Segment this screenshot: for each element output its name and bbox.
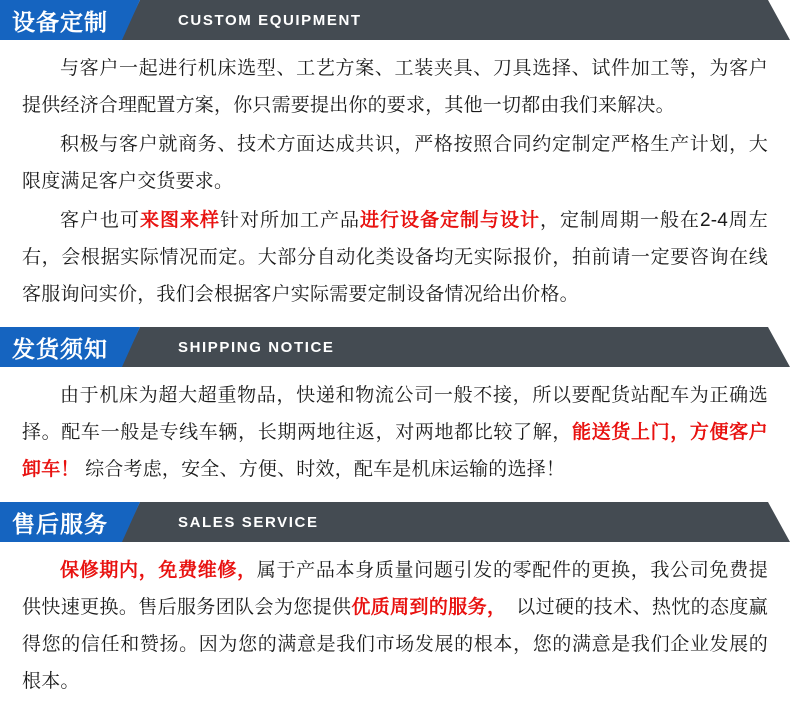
text-run: 综合考虑，安全、方便、时效，配车是机床运输的选择！ — [79, 459, 566, 480]
section-body-sales-service — [0, 542, 790, 706]
section-title-cn-sales-service: 售后服务 — [0, 502, 122, 542]
paragraph — [22, 202, 768, 313]
paragraph — [22, 126, 768, 200]
section-title-en-shipping-notice: SHIPPING NOTICE — [178, 338, 335, 356]
section-header-sales-service — [0, 502, 790, 542]
text-run: ，定制周期一般在2-4周左右，会根据实际情况而定。大部分自动化类设备均无实际报价，拍前请一定要咨询在线客服询问实价，我们会根据客户实际需要定制设备情况给出价格。 — [22, 210, 768, 305]
section-body-shipping-notice — [0, 367, 790, 494]
section-title-en-custom-equipment: CUSTOM EQUIPMENT — [178, 11, 362, 29]
text-run: 以过硬的技术、热忱的态度赢得您的信任和赞扬。因为您的满意是我们市场发展的根本，您的满意是我们企业发展的根本。 — [22, 597, 768, 692]
section-banner-sales-service — [140, 502, 790, 542]
paragraph — [22, 50, 768, 124]
section-header-custom-equipment — [0, 0, 790, 40]
text-run: 针对所加工产品 — [220, 210, 360, 231]
text-run-highlight: 优质周到的服务， — [351, 597, 497, 618]
section-body-custom-equipment — [0, 40, 790, 319]
section-title-cn-custom-equipment: 设备定制 — [0, 0, 122, 40]
text-run: 与客户一起进行机床选型、工艺方案、工装夹具、刀具选择、试件加工等，为客户提供经济合理配置方案，你只需要提出你的要求，其他一切都由我们来解决。 — [22, 58, 768, 116]
section-header-shipping-notice — [0, 327, 790, 367]
section-title-cn-shipping-notice: 发货须知 — [0, 327, 122, 367]
paragraph — [22, 552, 768, 700]
section-banner-shipping-notice — [140, 327, 790, 367]
text-run-highlight: 能 — [572, 422, 592, 443]
text-run: 客户也可 — [60, 210, 140, 231]
section-banner-custom-equipment — [140, 0, 790, 40]
section-gap — [0, 494, 790, 502]
text-run-highlight: 送货上门，方便客户卸车！ — [22, 422, 768, 480]
section-gap — [0, 319, 790, 327]
text-run: 属于产品本身质量问题引发的零配件的更换，我公司免费提供快速更换。售后服务团队会为您提供 — [22, 560, 768, 618]
text-run: 积极与客户就商务、技术方面达成共识，严格按照合同约定制定严格生产计划，大限度满足客户交货要求。 — [22, 134, 768, 192]
text-run: 由于机床为超大超重物品，快递和物流公司一般不接，所以要配货站配车为正确选择。配车一般是专线车辆，长期两地往返，对两地都比较了解， — [22, 385, 768, 443]
section-title-en-sales-service: SALES SERVICE — [178, 513, 319, 531]
text-run-highlight: 保修期内，免费维修， — [60, 560, 257, 581]
text-run-highlight: 进行设备定制与设计 — [359, 210, 540, 231]
text-run-highlight: 来图来样 — [140, 210, 220, 231]
paragraph — [22, 377, 768, 488]
